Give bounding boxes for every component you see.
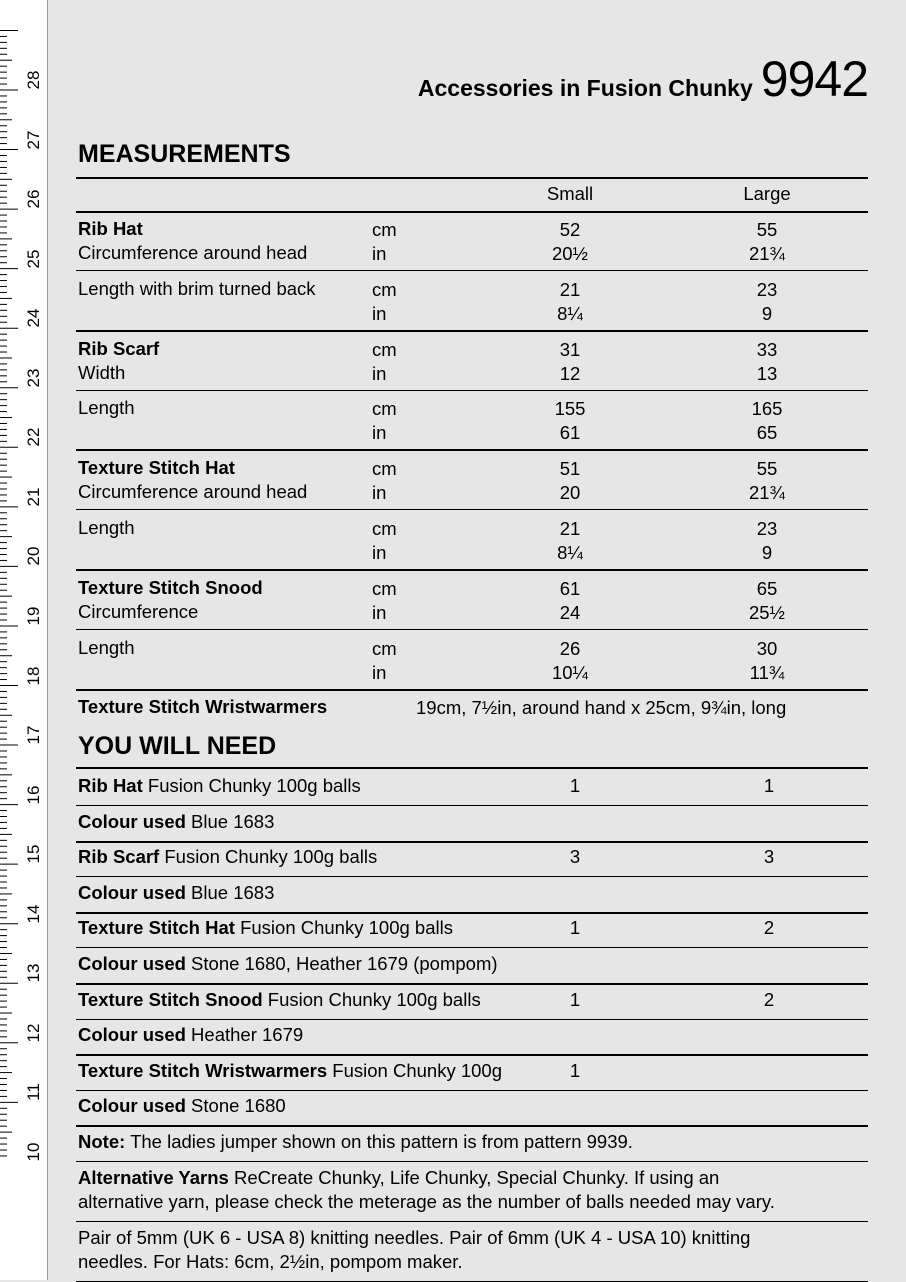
need-row xyxy=(78,881,274,905)
small-cm-value: 31 xyxy=(559,338,581,360)
need-item-label: Colour used xyxy=(78,953,186,974)
wristwarmers-label: Texture Stitch Wristwarmers xyxy=(78,696,328,717)
unit-cm: cm xyxy=(372,458,397,480)
need-row xyxy=(78,1059,502,1083)
unit-in: in xyxy=(372,482,387,504)
ruler-label: 28 xyxy=(24,70,43,90)
divider xyxy=(76,449,868,451)
ruler-label: 27 xyxy=(24,130,43,150)
large-cm-value: 30 xyxy=(756,637,778,659)
unit-in: in xyxy=(372,661,387,683)
row-description: Width xyxy=(78,361,126,383)
large-in-value: 9 xyxy=(761,302,773,324)
small-quantity: 1 xyxy=(569,775,581,796)
unit-in: in xyxy=(372,542,387,563)
divider xyxy=(76,876,868,877)
need-item-text: Fusion Chunky 100g balls xyxy=(142,775,361,796)
need-item-text: Fusion Chunky 100g xyxy=(327,1059,502,1081)
small-in-value: 8¼ xyxy=(557,542,583,563)
divider xyxy=(76,270,868,271)
small-quantity: 1 xyxy=(569,988,581,1010)
note xyxy=(78,1130,633,1154)
ruler-label: 11 xyxy=(24,1083,43,1102)
row-description: Length xyxy=(78,636,135,658)
need-row xyxy=(78,1023,303,1047)
row-description: Circumference around head xyxy=(78,481,308,503)
row-description: Circumference around head xyxy=(78,242,308,263)
small-in-value: 20 xyxy=(559,482,581,504)
row-description: Length xyxy=(78,517,135,538)
divider xyxy=(76,1090,868,1091)
small-cm-value: 155 xyxy=(554,398,586,420)
ruler-label: 23 xyxy=(24,368,43,388)
need-item-label: Colour used xyxy=(78,881,186,903)
small-in-value: 24 xyxy=(559,601,581,623)
small-in-value: 20½ xyxy=(551,243,588,264)
large-in-value: 13 xyxy=(756,362,778,384)
row-name: Rib Hat xyxy=(78,218,143,239)
unit-in: in xyxy=(372,362,387,384)
row-description: Length xyxy=(78,397,135,419)
small-in-value: 8¼ xyxy=(557,302,583,324)
row-name: Texture Stitch Hat xyxy=(78,457,235,479)
unit-cm: cm xyxy=(372,577,397,599)
divider xyxy=(76,1281,868,1282)
need-row xyxy=(78,774,361,798)
divider xyxy=(76,841,868,843)
ruler-label: 25 xyxy=(24,249,43,269)
divider xyxy=(76,983,868,985)
need-item-label: Rib Scarf xyxy=(78,846,160,868)
need-row xyxy=(78,988,481,1012)
large-cm-value: 55 xyxy=(756,219,778,240)
divider xyxy=(76,767,868,769)
large-cm-value: 33 xyxy=(756,338,778,360)
ruler-label: 20 xyxy=(24,546,43,566)
unit-in: in xyxy=(372,302,387,324)
ruler xyxy=(0,0,48,1280)
column-large: Large xyxy=(743,183,791,204)
divider xyxy=(76,629,868,630)
large-cm-value: 23 xyxy=(756,278,778,300)
divider xyxy=(76,805,868,806)
needles-text-2: needles. For Hats: 6cm, 2½in, pompom maker. xyxy=(78,1250,463,1272)
need-row xyxy=(78,845,377,869)
need-item-text: Stone 1680, Heather 1679 (pompom) xyxy=(185,953,498,974)
small-quantity: 3 xyxy=(569,846,581,868)
large-in-value: 25½ xyxy=(748,601,785,623)
divider xyxy=(76,947,868,948)
divider xyxy=(76,509,868,510)
ruler-label: 17 xyxy=(24,725,43,745)
row-name: Texture Stitch Snood xyxy=(78,576,263,598)
need-item-label: Colour used xyxy=(78,1095,186,1117)
need-item-label: Colour used xyxy=(78,1024,186,1046)
ruler-label: 24 xyxy=(24,308,43,328)
pattern-page xyxy=(76,0,868,1280)
measurements-heading: MEASUREMENTS xyxy=(78,140,291,168)
divider xyxy=(76,330,868,332)
alternative-yarns-label: Alternative Yarns xyxy=(78,1166,229,1188)
small-cm-value: 61 xyxy=(559,577,581,599)
large-quantity: 3 xyxy=(763,846,775,868)
divider xyxy=(76,1221,868,1222)
divider xyxy=(76,1125,868,1127)
ruler-label: 21 xyxy=(24,487,43,507)
pattern-name: Accessories in Fusion Chunky xyxy=(417,75,753,101)
alternative-yarns-text: ReCreate Chunky, Life Chunky, Special Chunky. If using an xyxy=(228,1166,720,1188)
note-label: Note: xyxy=(78,1131,126,1152)
alternative-yarns xyxy=(78,1166,719,1190)
ruler-label: 22 xyxy=(24,427,43,447)
need-item-label: Rib Hat xyxy=(78,775,143,796)
wristwarmers-size: 19cm, 7½in, around hand x 25cm, 9¾in, long xyxy=(416,697,787,718)
ruler-label: 14 xyxy=(24,904,43,924)
small-in-value: 12 xyxy=(559,362,581,384)
large-cm-value: 65 xyxy=(756,577,778,599)
ruler-label: 26 xyxy=(24,189,43,209)
needles-text: Pair of 5mm (UK 6 - USA 8) knitting needles. Pair of 6mm (UK 4 - USA 10) knitting xyxy=(78,1226,751,1248)
small-quantity: 1 xyxy=(569,917,581,939)
need-item-text: Fusion Chunky 100g balls xyxy=(234,917,453,939)
ruler-label: 19 xyxy=(24,606,43,626)
large-quantity: 2 xyxy=(763,988,775,1010)
divider xyxy=(76,912,868,914)
unit-in: in xyxy=(372,422,387,444)
ruler-label: 13 xyxy=(24,963,43,983)
alternative-yarns-text-2: alternative yarn, please check the meterage as the number of balls needed may vary. xyxy=(78,1190,775,1212)
small-cm-value: 26 xyxy=(559,637,581,659)
divider xyxy=(76,1054,868,1056)
unit-cm: cm xyxy=(372,518,397,539)
small-quantity: 1 xyxy=(569,1059,581,1081)
unit-cm: cm xyxy=(372,398,397,420)
need-item-text: Fusion Chunky 100g balls xyxy=(262,988,481,1010)
divider xyxy=(76,689,868,691)
large-in-value: 11¾ xyxy=(749,661,785,683)
need-item-label: Colour used xyxy=(78,810,186,832)
need-item-text: Blue 1683 xyxy=(185,810,275,832)
column-small: Small xyxy=(546,183,594,204)
small-in-value: 10¼ xyxy=(551,661,588,683)
ruler-label: 12 xyxy=(24,1023,43,1043)
row-description: Circumference xyxy=(78,600,199,622)
need-item-label: Texture Stitch Snood xyxy=(78,988,263,1010)
unit-cm: cm xyxy=(372,219,397,240)
large-in-value: 9 xyxy=(761,542,773,563)
small-cm-value: 21 xyxy=(559,278,581,300)
ruler-label: 16 xyxy=(24,785,43,805)
you-will-need-heading: YOU WILL NEED xyxy=(78,732,277,760)
need-item-text: Fusion Chunky 100g balls xyxy=(159,846,378,868)
row-description: Length with brim turned back xyxy=(78,277,316,299)
unit-in: in xyxy=(372,601,387,623)
need-item-label: Texture Stitch Hat xyxy=(78,917,235,939)
need-item-text: Stone 1680 xyxy=(185,1095,286,1117)
large-cm-value: 23 xyxy=(756,518,778,539)
pattern-number: 9942 xyxy=(760,51,868,107)
small-cm-value: 21 xyxy=(559,518,581,539)
large-cm-value: 55 xyxy=(756,458,778,480)
divider xyxy=(76,569,868,571)
need-row xyxy=(78,1094,286,1118)
divider xyxy=(76,390,868,391)
large-in-value: 21¾ xyxy=(748,243,785,264)
need-row xyxy=(78,810,274,834)
divider xyxy=(76,177,868,179)
divider xyxy=(76,211,868,213)
large-quantity: 2 xyxy=(763,917,775,939)
ruler-label: 10 xyxy=(24,1142,43,1162)
large-cm-value: 165 xyxy=(751,398,783,420)
note-text: The ladies jumper shown on this pattern is from pattern 9939. xyxy=(125,1131,633,1152)
unit-in: in xyxy=(372,243,387,264)
need-row xyxy=(78,916,453,940)
small-cm-value: 51 xyxy=(559,458,581,480)
row-name: Rib Scarf xyxy=(78,337,160,359)
pattern-title xyxy=(418,50,868,108)
need-item-text: Heather 1679 xyxy=(185,1024,304,1046)
unit-cm: cm xyxy=(372,338,397,360)
small-cm-value: 52 xyxy=(559,219,581,240)
small-in-value: 61 xyxy=(559,422,581,444)
divider xyxy=(76,1161,868,1162)
unit-cm: cm xyxy=(372,637,397,659)
need-item-label: Texture Stitch Wristwarmers xyxy=(78,1059,328,1081)
ruler-label: 15 xyxy=(24,844,43,864)
need-row xyxy=(78,952,498,976)
need-item-text: Blue 1683 xyxy=(185,881,275,903)
divider xyxy=(76,1019,868,1020)
large-in-value: 65 xyxy=(756,422,778,444)
ruler-label: 18 xyxy=(24,666,43,685)
large-quantity: 1 xyxy=(763,775,775,796)
large-in-value: 21¾ xyxy=(748,482,785,504)
unit-cm: cm xyxy=(372,278,397,300)
